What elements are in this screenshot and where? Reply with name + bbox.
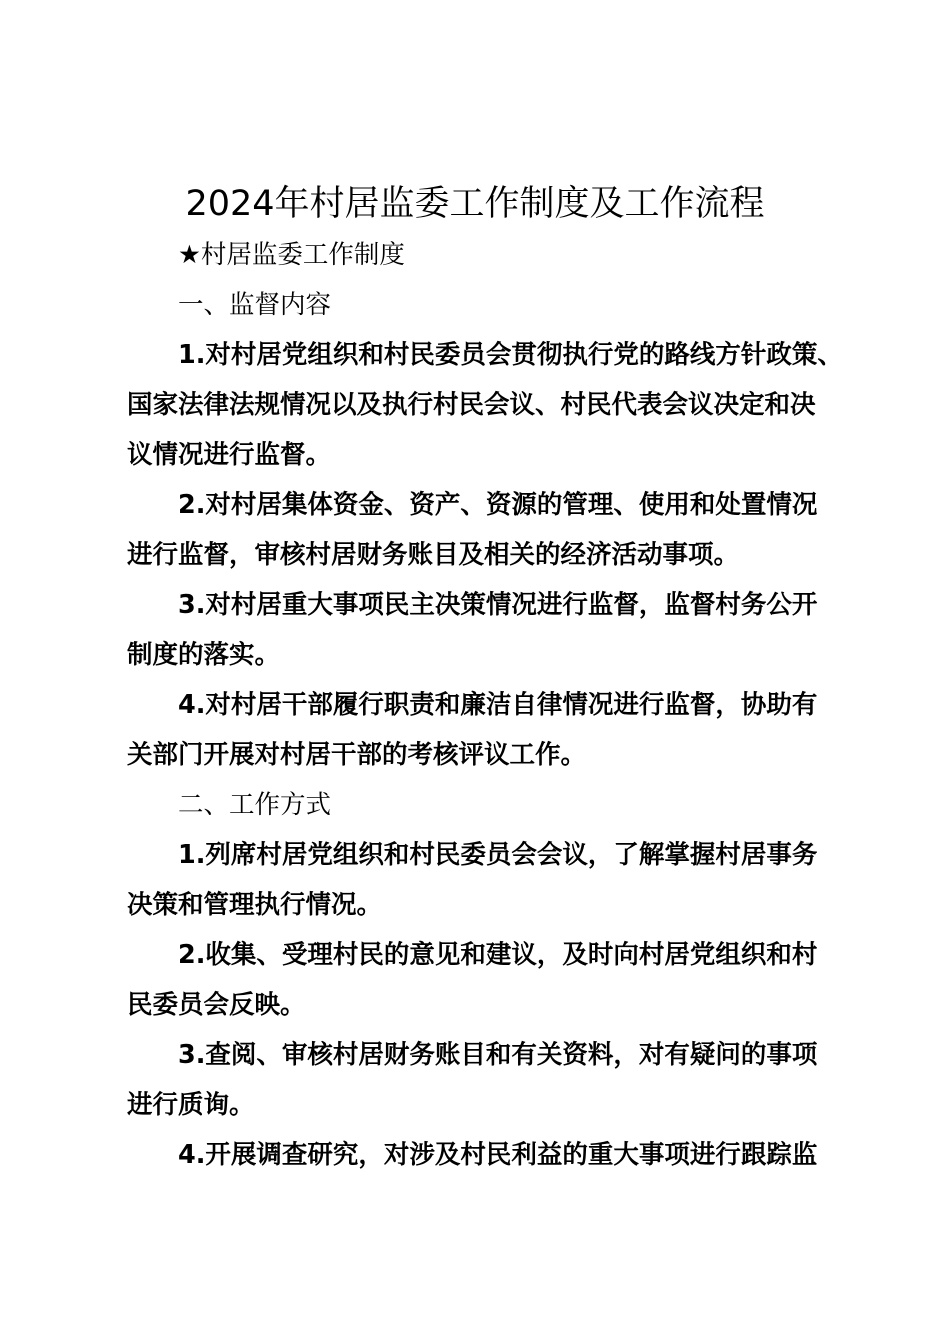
paragraph-line: 决策和管理执行情况。 [127, 890, 383, 920]
paragraph-line: 进行质询。 [127, 1090, 255, 1120]
paragraph-line: 4.开展调查研究，对涉及村民利益的重大事项进行跟踪监 [178, 1140, 818, 1170]
paragraph-line: 民委员会反映。 [127, 990, 306, 1020]
paragraph-line: 1.列席村居党组织和村民委员会会议，了解掌握村居事务 [178, 840, 818, 870]
section-heading-supervision-content: 一、监督内容 [178, 290, 332, 320]
paragraph-line: 4.对村居干部履行职责和廉洁自律情况进行监督，协助有 [178, 690, 818, 720]
section-heading-work-methods: 二、工作方式 [178, 790, 332, 820]
paragraph-line: 议情况进行监督。 [127, 440, 332, 470]
paragraph-line: 进行监督，审核村居财务账目及相关的经济活动事项。 [127, 540, 740, 570]
document-title: 2024年村居监委工作制度及工作流程 [185, 184, 765, 224]
paragraph-line: 2.对村居集体资金、资产、资源的管理、使用和处置情况 [178, 490, 818, 520]
paragraph-line: 2.收集、受理村民的意见和建议，及时向村居党组织和村 [178, 940, 818, 970]
paragraph-line: 1.对村居党组织和村民委员会贯彻执行党的路线方针政策、 [178, 340, 843, 370]
paragraph-line: 国家法律法规情况以及执行村民会议、村民代表会议决定和决 [127, 390, 816, 420]
paragraph-line: 制度的落实。 [127, 640, 281, 670]
paragraph-line: 3.查阅、审核村居财务账目和有关资料，对有疑问的事项 [178, 1040, 818, 1070]
paragraph-line: 3.对村居重大事项民主决策情况进行监督，监督村务公开 [178, 590, 818, 620]
subheading: ★村居监委工作制度 [178, 240, 405, 270]
paragraph-line: 关部门开展对村居干部的考核评议工作。 [127, 740, 587, 770]
